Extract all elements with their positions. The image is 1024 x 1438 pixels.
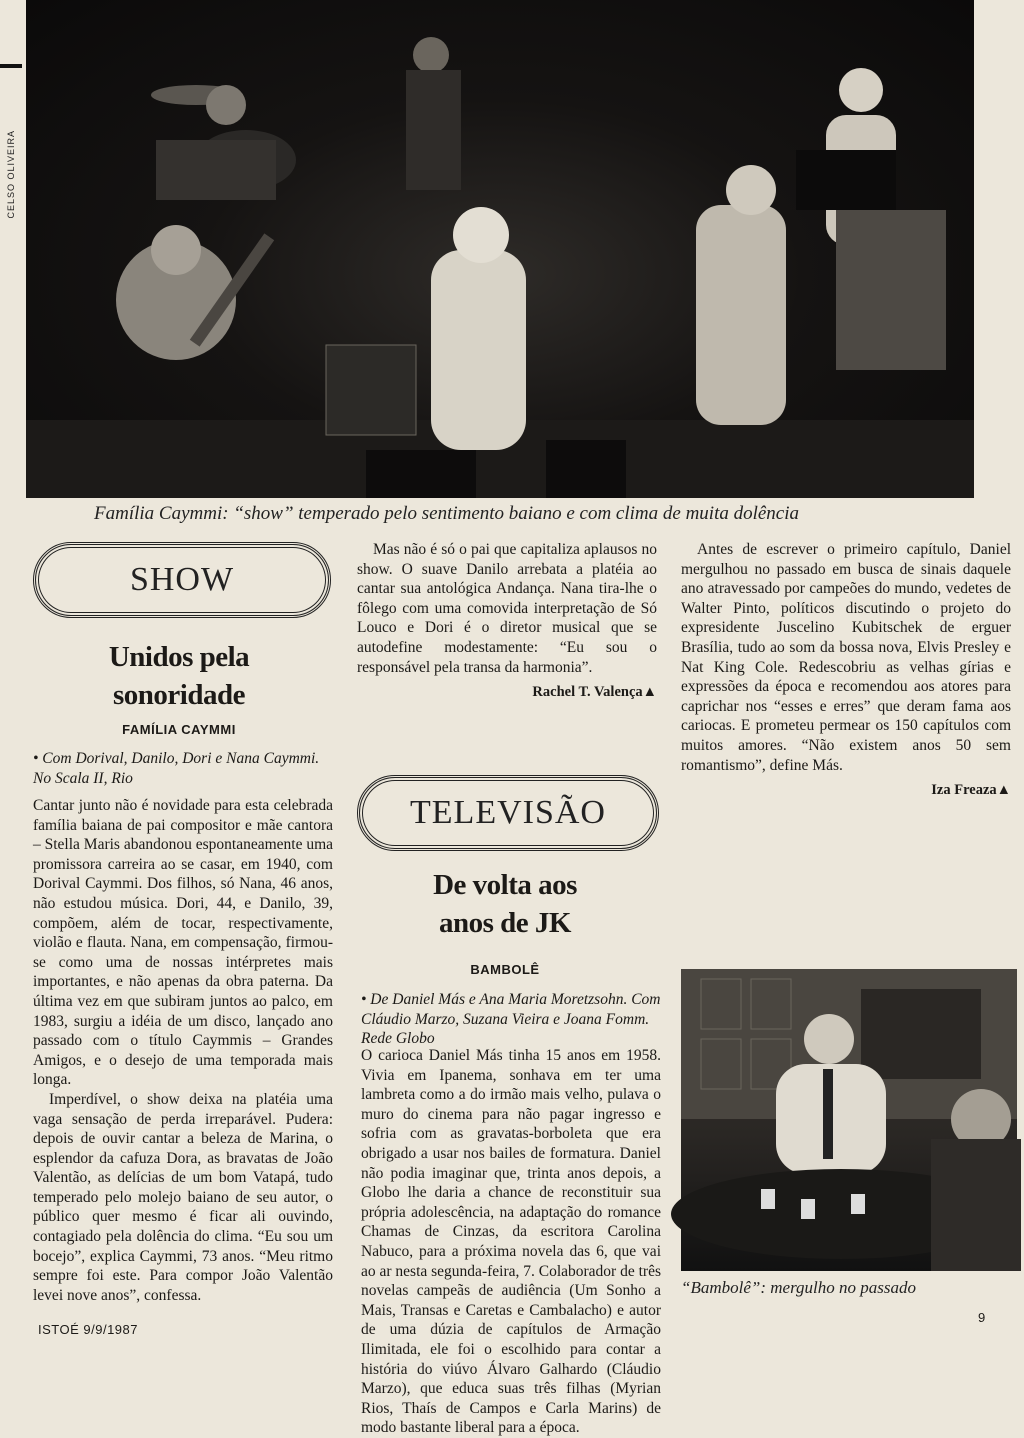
article-show-paragraph: Mas não é só o pai que capitaliza aplausos no show. O suave Danilo arrebata a platéia ao cantar sua antológica Andança. Nana tira-lhe o fôlego com uma comovida interpretação de Só Louco e Dori é o diretor musical que se autodefine modestamente: “Eu sou o responsável pela transa da harmonia”. — [357, 541, 657, 676]
byline-show: Rachel T. Valença▲ — [532, 684, 657, 701]
headline-show — [33, 638, 325, 714]
card-game-illustration — [681, 969, 1017, 1271]
concert-photo — [26, 0, 974, 498]
page-edge-mark — [0, 64, 22, 68]
article-tv-paragraph: O carioca Daniel Más tinha 15 anos em 1958. Vivia em Ipanema, sonhava em ter uma lambreta como a do irmão mais velho, pulava o muro do cinema para não pagar ingresso e sofria com as gravatas-borboleta que era obrigado a usar nos bailes de formatura. Daniel não podia imaginar que, trinta anos depois, a Globo lhe daria a chance de reconstituir sua própria adolescência, na adaptação do romance Chamas de Cinzas, da escritora Carolina Nabuco, para a próxima novela das 6, que vai ao ar nesta segunda-feira, 7. Colaborador de três novelas campeãs de audiência (Um Sonho a Mais, Transas e Caretas e Cambalacho) e autor de uma dúzia de capítulos de Armação Ilimitada, ele foi o escolhido para contar a história do viúvo Álvaro Galhardo (Cláudio Marzo), que educa suas três filhas (Myrian Rios, Thaís de Campos e Carla Marins) de modo bastante liberal para a época. — [361, 1047, 661, 1437]
headline-tv — [357, 866, 653, 942]
kicker-show: FAMÍLIA CAYMMI — [122, 722, 236, 737]
card-game-photo — [681, 969, 1017, 1271]
article-show-body-left — [33, 796, 334, 1304]
article-tv-body-right — [681, 540, 1011, 801]
photo-caption-bottom: “Bambolê”: mergulho no passado — [681, 1278, 917, 1297]
concert-stage-illustration — [26, 0, 974, 498]
article-show-paragraph: Cantar junto não é novidade para esta celebrada família baiana de pai compositor e mãe cantora – Stella Maris abandonou espontaneamente uma promissora carreira ao se casar, em 1940, com Dorival Caymmi. Dos filhos, só Nana, 46 anos, não estudou música. Dori, 44, e Danilo, 39, compõem, além de tocar, respectivamente, violão e flauta. Nana, em compensação, firmou-se como uma de nossas intérpretes mais importantes, e não apenas da obra paterna. Da última vez em que subiram juntos ao palco, em 1983, surgiu a idéia de um disco, lançado ano passado com o título Caymmis – Grandes Amigos, e o desejo de uma temporada mais longa. — [33, 797, 334, 1089]
article-tv-body-middle — [361, 1046, 661, 1437]
issue-footer: ISTOÉ 9/9/1987 — [38, 1322, 138, 1337]
photo-caption-top: Família Caymmi: “show” temperado pelo sentimento baiano e com clima de muita dolência — [94, 503, 800, 524]
article-show-body-right — [357, 540, 657, 703]
section-show-label: SHOW — [33, 542, 331, 618]
credits-show: • Com Dorival, Danilo, Dori e Nana Caymmi. No Scala II, Rio — [33, 750, 320, 787]
article-show-paragraph: Imperdível, o show deixa na platéia uma vaga sensação de perda irreparável. Pudera: depois de ouvir cantar a beleza de Marina, o esplendor da cafuza Dora, as bravatas de João Valentão, as delícias de um bom Vatapá, tudo temperado pelo molejo baiano de seu autor, o público quer mesmo é ficar ali ouvindo, contagiado pela dolência do clima. “Eu sou um bocejo”, explica Caymmi, 73 anos. “Meu ritmo sempre foi este. Para compor João Valentão levei nove anos”, confessa. — [33, 1090, 333, 1304]
photo-credit: CELSO OLIVEIRA — [6, 130, 16, 219]
headline-tv-line1: De volta aos — [433, 869, 577, 901]
headline-show-line2: sonoridade — [113, 679, 245, 711]
page-number: 9 — [978, 1310, 986, 1325]
headline-show-line1: Unidos pela — [108, 641, 250, 673]
headline-tv-line2: anos de JK — [439, 907, 571, 939]
byline-tv: Iza Freaza▲ — [931, 782, 1011, 799]
credits-tv: • De Daniel Más e Ana Maria Moretzsohn. Com Cláudio Marzo, Suzana Vieira e Joana Fomm. Rede Globo — [361, 991, 661, 1048]
kicker-tv: BAMBOLÊ — [470, 962, 540, 977]
section-tv-label: TELEVISÃO — [357, 775, 659, 851]
article-tv-paragraph: Antes de escrever o primeiro capítulo, Daniel mergulhou no passado em busca de sinais daquele ano atravessado por campeões do mundo, vedetes de Walter Pinto, políticos discutindo o projeto do expresidente Juscelino Kubitschek de erguer Brasília, tudo ao som da bossa nova, Elvis Presley e Nat King Cole. Redescobriu as velhas gírias e expressões da época e recomendou aos atores para caprichar nos “esses e erres” que deram fama aos cariocas. E prometeu permear os 150 capítulos com muitos amores. “Não existem anos 50 sem romantismo”, define Más. — [681, 541, 1011, 774]
